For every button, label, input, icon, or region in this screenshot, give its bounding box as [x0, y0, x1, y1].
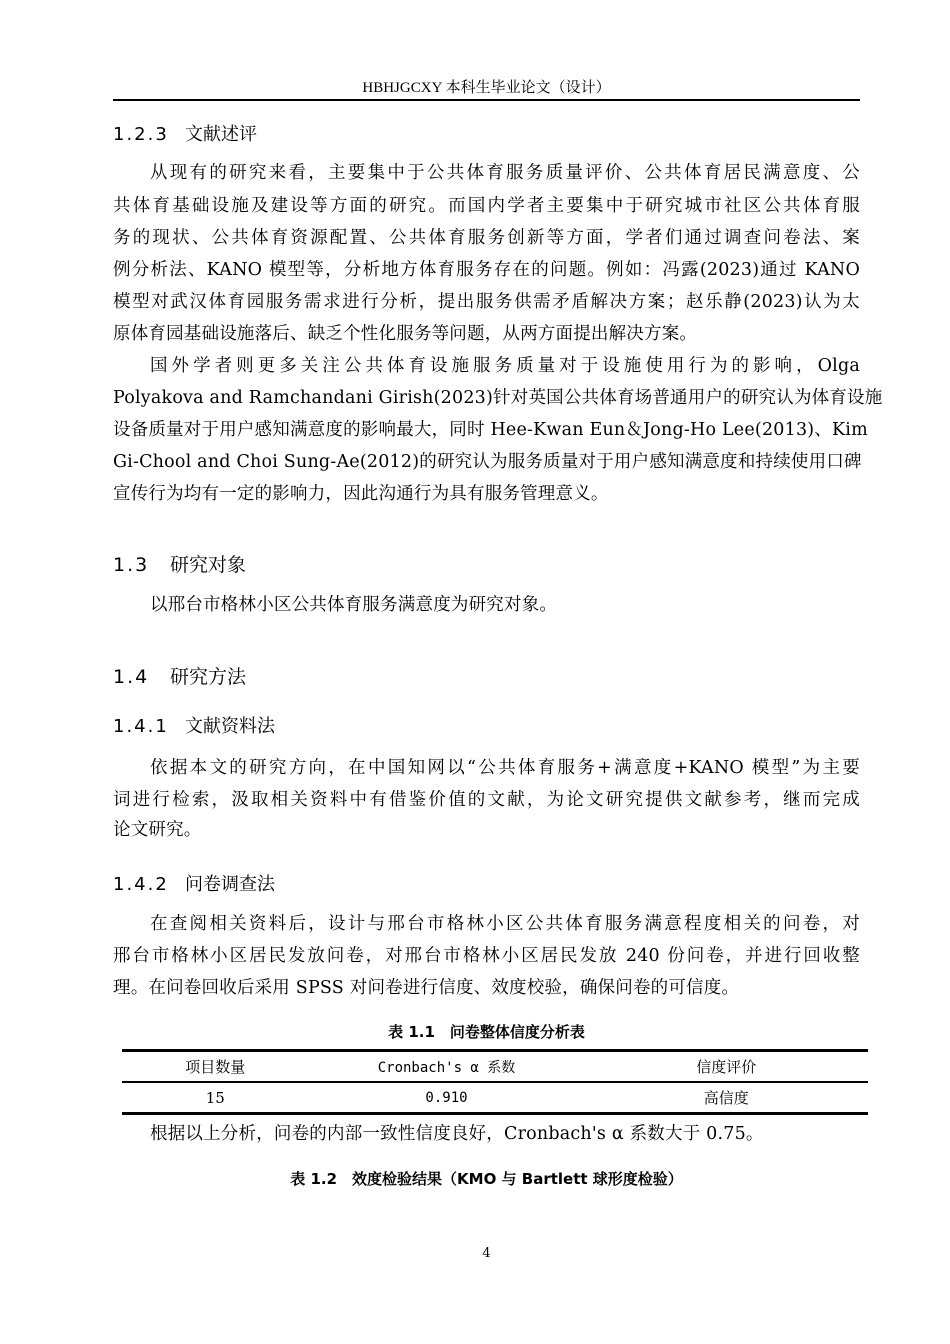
- section-1-3-heading: [113, 550, 246, 577]
- paragraph-line: 依据本文的研究方向，在中国知网以“公共体育服务+满意度+KANO 模型”为主要: [150, 758, 860, 778]
- section-1-4-2-heading: [113, 870, 275, 896]
- section-title: 研究方法: [170, 666, 247, 688]
- table-note: 根据以上分析，问卷的内部一致性信度良好，Cronbach's α 系数大于 0.75。: [150, 1124, 764, 1144]
- table-1-1-caption: 表 1.1 问卷整体信度分析表: [388, 1023, 585, 1041]
- section-1-2-3-heading: [113, 120, 257, 146]
- section-number: 1.2.3: [113, 124, 169, 145]
- reliability-table: [122, 1049, 868, 1115]
- section-number: 1.4.1: [113, 716, 169, 737]
- paragraph-line: Gi-Chool and Choi Sung-Ae(2012)的研究认为服务质量对于用户感知满意度和持续使用口碑: [113, 452, 862, 472]
- paragraph-line: 例分析法、KANO 模型等，分析地方体育服务存在的问题。例如：冯露(2023)通过 KANO: [113, 260, 860, 280]
- section-title: 文献述评: [185, 124, 257, 145]
- paragraph-line: 词进行检索，汲取相关资料中有借鉴价值的文献，为论文研究提供文献参考，继而完成: [113, 790, 860, 810]
- section-1-4-1-heading: [113, 712, 275, 738]
- column-header: 项目数量: [185, 1058, 246, 1076]
- page-header: HBHJGCXY 本科生毕业论文（设计）: [362, 80, 611, 96]
- table-cell: 15: [205, 1088, 225, 1107]
- paragraph-line: 原体育园基础设施落后、缺乏个性化服务等问题，从两方面提出解决方案。: [113, 324, 698, 344]
- paragraph-line: 国外学者则更多关注公共体育设施服务质量对于设施使用行为的影响，Olga: [150, 356, 860, 376]
- header-rule: [113, 99, 860, 101]
- table-1-2-caption: 表 1.2 效度检验结果（KMO 与 Bartlett 球形度检验）: [290, 1170, 683, 1188]
- section-title: 问卷调查法: [185, 874, 275, 895]
- section-1-4-heading: [113, 662, 246, 689]
- section-number: 1.3: [113, 554, 150, 576]
- paragraph-line: Polyakova and Ramchandani Girish(2023)针对英国公共体育场普通用户的研究认为体育设施: [113, 388, 883, 408]
- page-number: 4: [482, 1246, 491, 1261]
- paragraph-line: 在查阅相关资料后，设计与邢台市格林小区公共体育服务满意程度相关的问卷，对: [150, 914, 860, 934]
- column-header: 信度评价: [696, 1058, 757, 1076]
- table-header-row: [122, 1051, 868, 1083]
- section-number: 1.4: [113, 666, 150, 688]
- table-cell: 0.910: [425, 1089, 468, 1106]
- paragraph-line: 理。在问卷回收后采用 SPSS 对问卷进行信度、效度校验，确保问卷的可信度。: [113, 978, 740, 998]
- paragraph-line: 从现有的研究来看，主要集中于公共体育服务质量评价、公共体育居民满意度、公: [150, 163, 860, 183]
- paragraph-line: 设备质量对于用户感知满意度的影响最大，同时 Hee-Kwan Eun＆Jong-Ho Lee(2013)、Kim: [113, 420, 868, 440]
- section-title: 研究对象: [170, 554, 247, 576]
- section-number: 1.4.2: [113, 874, 169, 895]
- paragraph-line: 宣传行为均有一定的影响力，因此沟通行为具有服务管理意义。: [113, 484, 609, 504]
- table-row: [122, 1082, 868, 1114]
- paragraph-line: 邢台市格林小区居民发放问卷，对邢台市格林小区居民发放 240 份问卷，并进行回收整: [113, 946, 860, 966]
- paragraph-line: 模型对武汉体育园服务需求进行分析，提出服务供需矛盾解决方案；赵乐静(2023)认为太: [113, 292, 860, 312]
- table-cell: 高信度: [703, 1089, 749, 1107]
- paragraph-line: 共体育基础设施及建设等方面的研究。而国内学者主要集中于研究城市社区公共体育服: [113, 196, 860, 216]
- paragraph-line: 论文研究。: [113, 820, 202, 840]
- paragraph-line: 以邢台市格林小区公共体育服务满意度为研究对象。: [150, 595, 558, 615]
- section-title: 文献资料法: [185, 716, 275, 737]
- paragraph-line: 务的现状、公共体育资源配置、公共体育服务创新等方面，学者们通过调查问卷法、案: [113, 228, 860, 248]
- column-header: Cronbach's α 系数: [377, 1059, 516, 1076]
